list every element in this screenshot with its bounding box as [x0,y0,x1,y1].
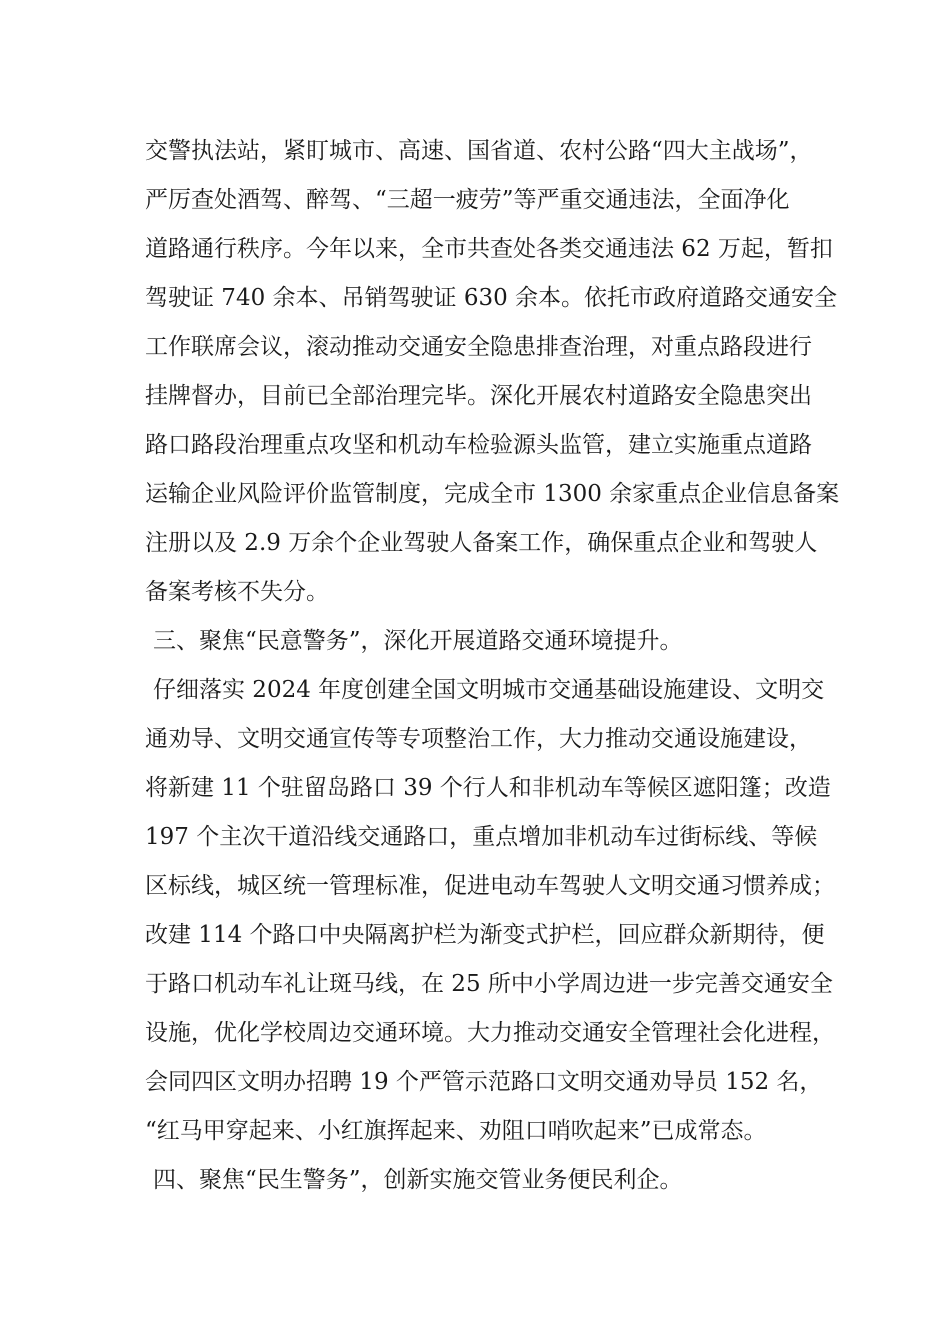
paragraph-line: 197 个主次干道沿线交通路口，重点增加非机动车过街标线、等候 [145,824,818,850]
paragraph-line: 运输企业风险评价监管制度，完成全市 1300 余家重点企业信息备案 [145,481,840,507]
paragraph-line: 设施，优化学校周边交通环境。大力推动交通安全管理社会化进程， [145,1020,835,1046]
paragraph-line: 交警执法站，紧盯城市、高速、国省道、农村公路“四大主战场”， [145,138,813,164]
paragraph-line: 仔细落实 2024 年度创建全国文明城市交通基础设施建设、文明交 [153,677,825,703]
paragraph-line: 挂牌督办，目前已全部治理完毕。深化开展农村道路安全隐患突出 [145,383,812,409]
paragraph-line: 通劝导、文明交通宣传等专项整治工作，大力推动交通设施建设， [145,726,812,752]
section-heading: 四、聚焦“民生警务”，创新实施交管业务便民利企。 [153,1167,683,1193]
paragraph-line: 区标线，城区统一管理标准，促进电动车驾驶人文明交通习惯养成； [145,873,835,899]
paragraph-line: 将新建 11 个驻留岛路口 39 个行人和非机动车等候区遮阳篷；改造 [145,775,831,801]
paragraph-line: 会同四区文明办招聘 19 个严管示范路口文明交通劝导员 152 名， [145,1069,823,1095]
paragraph-line: 备案考核不失分。 [145,579,329,605]
paragraph-line: 工作联席会议，滚动推动交通安全隐患排查治理，对重点路段进行 [145,334,812,360]
paragraph-line: 道路通行秩序。今年以来，全市共查处各类交通违法 62 万起，暂扣 [145,236,833,262]
section-heading: 三、聚焦“民意警务”，深化开展道路交通环境提升。 [153,628,683,654]
paragraph-line: 路口路段治理重点攻坚和机动车检验源头监管，建立实施重点道路 [145,432,812,458]
paragraph-line: 于路口机动车礼让斑马线，在 25 所中小学周边进一步完善交通安全 [145,971,833,997]
paragraph-line: “红马甲穿起来、小红旗挥起来、劝阻口哨吹起来”已成常态。 [145,1118,767,1144]
paragraph-line: 严厉查处酒驾、醉驾、“三超一疲劳”等严重交通违法，全面净化 [145,187,790,213]
paragraph-line: 注册以及 2.9 万余个企业驾驶人备案工作，确保重点企业和驾驶人 [145,530,818,556]
paragraph-line: 驾驶证 740 余本、吊销驾驶证 630 余本。依托市政府道路交通安全 [145,285,838,311]
paragraph-line: 改建 114 个路口中央隔离护栏为渐变式护栏，回应群众新期待，便 [145,922,825,948]
